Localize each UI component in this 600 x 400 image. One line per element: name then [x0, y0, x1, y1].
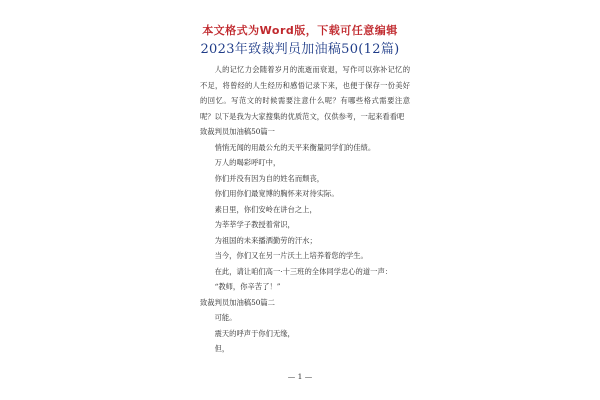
section-heading-2: 致裁判员加油稿50篇二 [200, 297, 275, 307]
text-line: 在此，请让咱们高一·十三班的全体同学忠心的道一声： [214, 266, 393, 276]
text-line: 素日里，你们安岭在讲台之上， [214, 204, 317, 214]
text-line: 为莘莘学子教授着常识， [214, 220, 295, 229]
page-number: — 1 — [287, 372, 313, 381]
text-line: 可能。 [214, 313, 237, 322]
text-line: 但， [214, 344, 230, 353]
text-line: 你们用你们最宽博的胸怀来对待实际。 [214, 189, 339, 198]
text-line: 震天的呼声于你们无缘， [214, 328, 295, 338]
text-line: 为祖国的未来播洒勤劳的汗水； [214, 235, 317, 245]
intro-paragraph: 人的记忆力会随着岁月的流逝而衰退，写作可以弥补记忆的不足，将曾经的人生经历和感悟记录下来，也便于保存一份美好的回忆。写范文的时候需要注意什么呢？有哪些格式需要注意呢？以下是我为大家搜集的优质范文，仅供参考，一起来看看吧 [200, 65, 410, 121]
text-line: 你们并没有因为自的姓名而颓丧， [214, 173, 325, 183]
document-body [200, 62, 410, 357]
text-line: 当今，你们又在另一片沃土上培养着您的学生。 [214, 251, 368, 260]
quote-line: “教师，你辛苦了！” [214, 282, 281, 291]
document-title: 2023年致裁判员加油稿50(12篇) [200, 42, 400, 57]
download-notice: 本文格式为Word版，下载可任意编辑 [202, 24, 398, 37]
text-line: 万人的喝彩呼叮中， [214, 158, 281, 167]
text-line: 悄悄无闻的用最公允的天平来衡量同学们的佳绩。 [214, 142, 376, 152]
section-heading-1: 致裁判员加油稿50篇一 [200, 127, 275, 136]
